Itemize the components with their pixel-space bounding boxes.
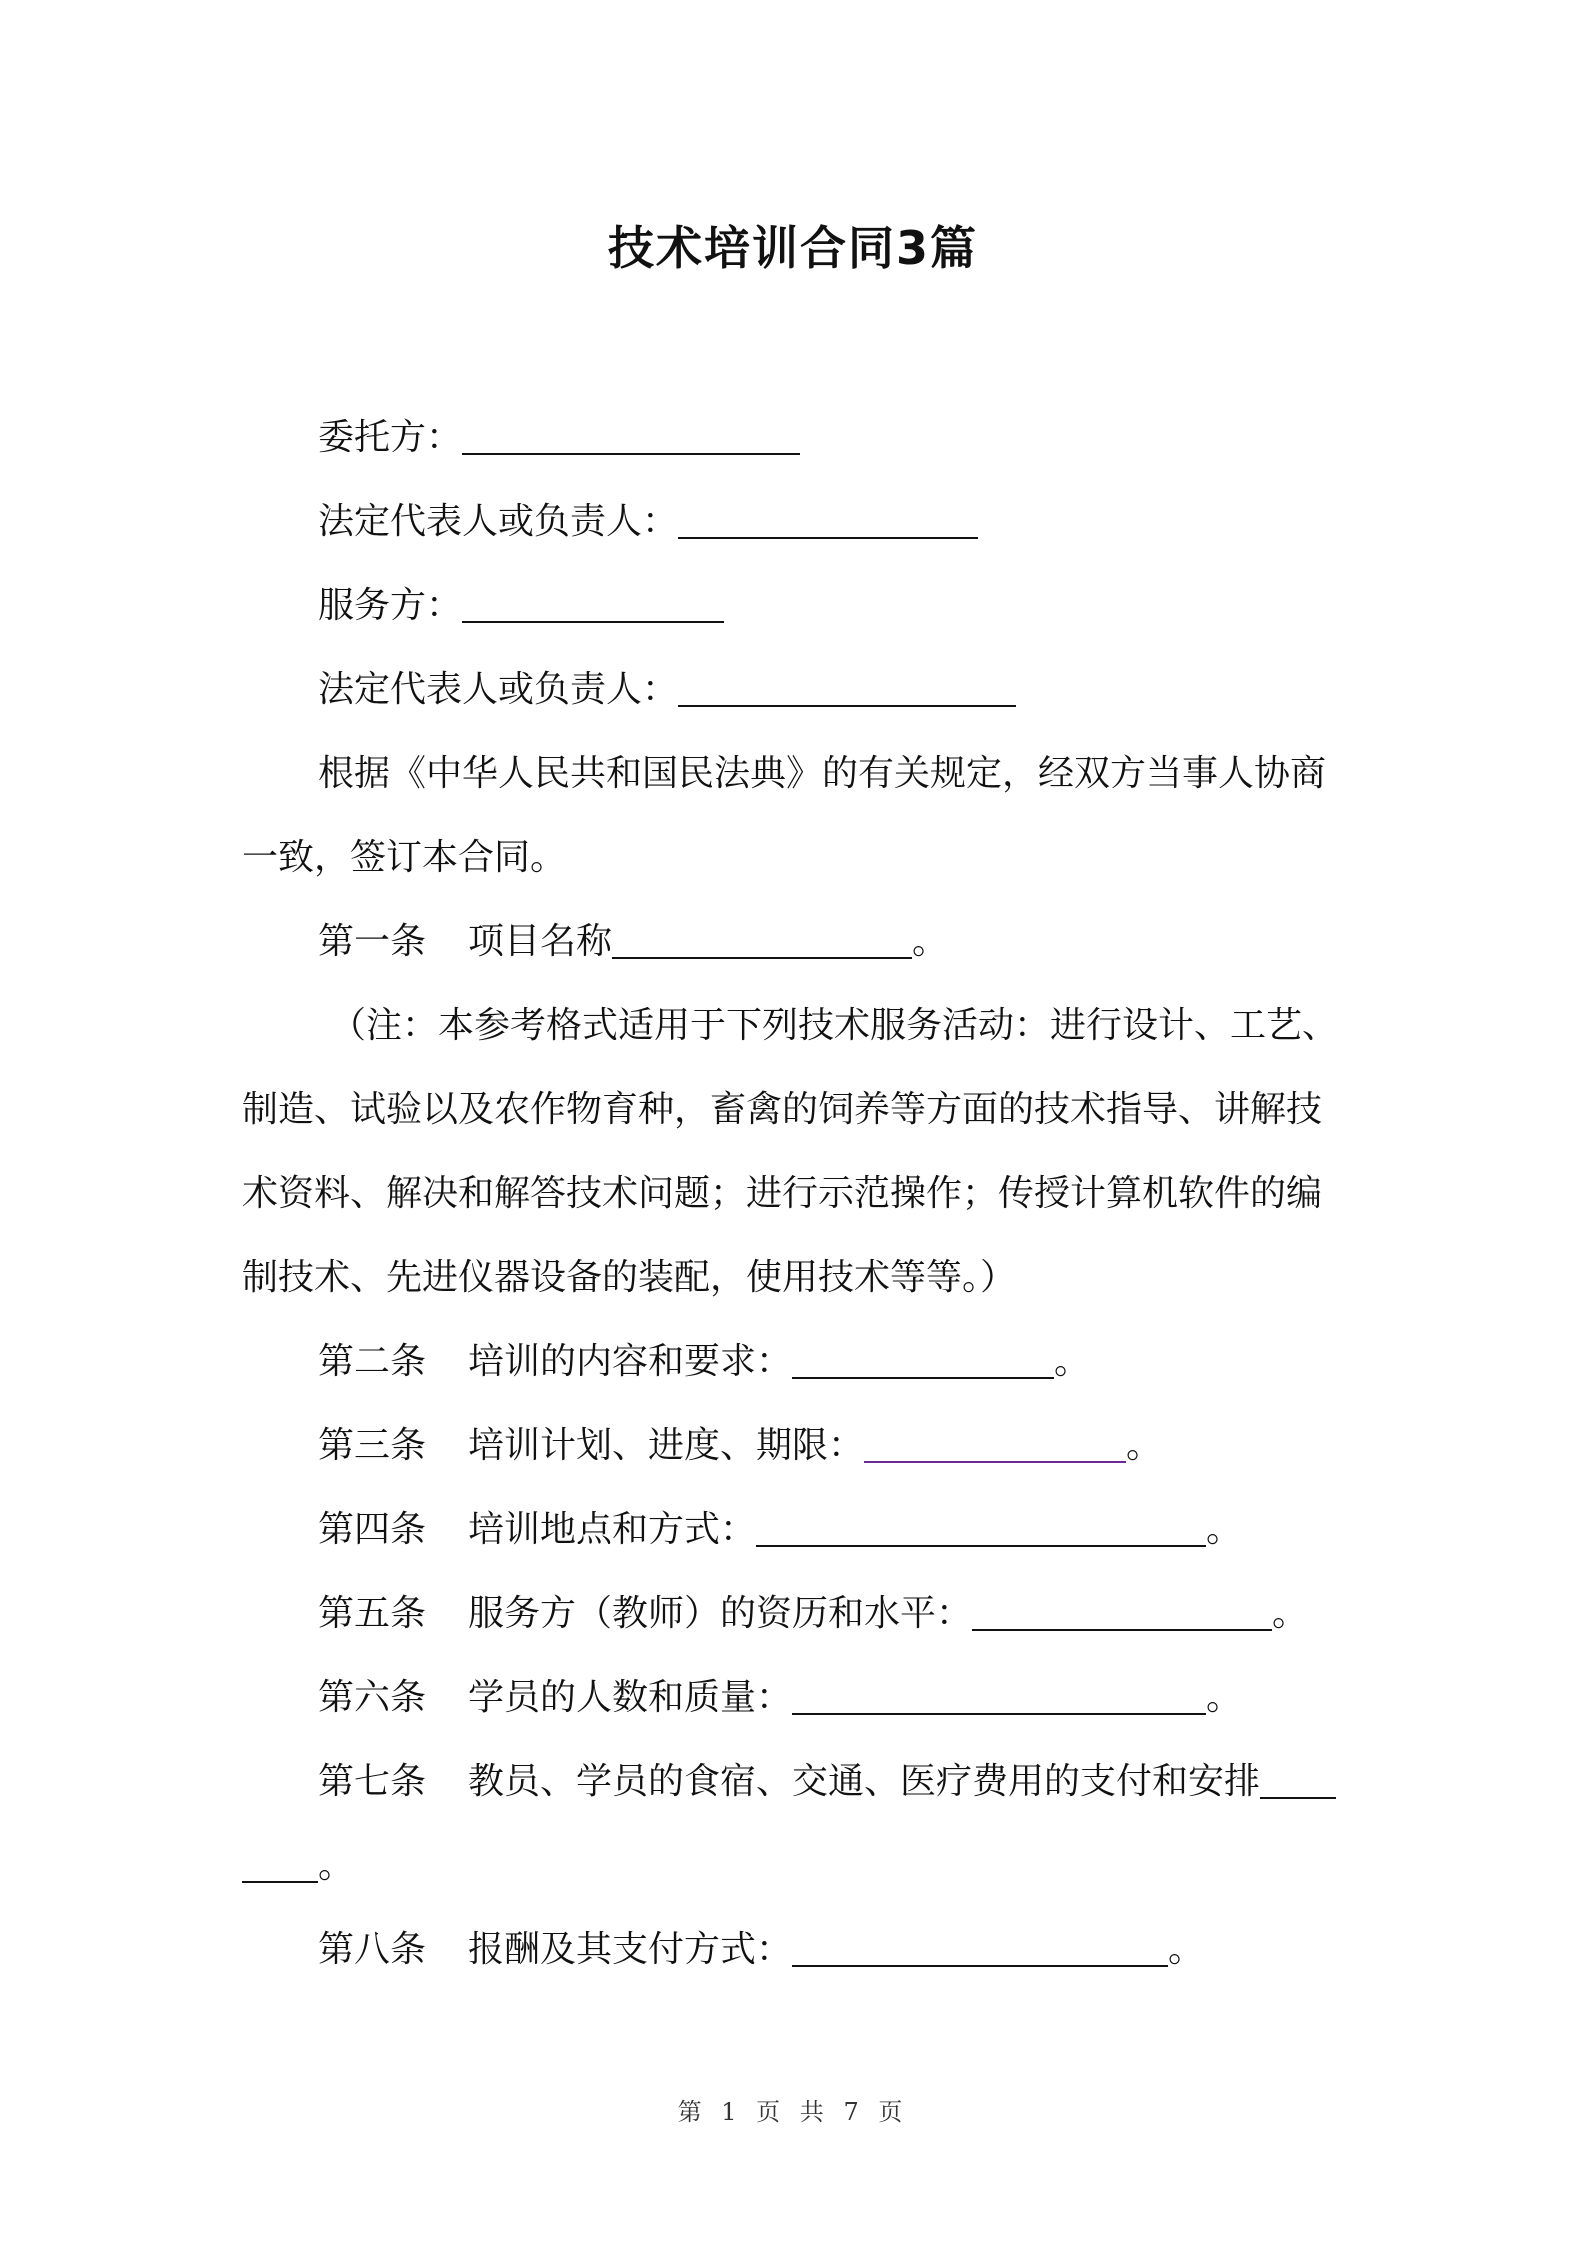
article-7-cont <box>242 1838 354 1894</box>
article-8 <box>318 1922 1204 1978</box>
note-line-2: 制造、试验以及农作物育种，畜禽的饲养等方面的技术指导、讲解技 <box>242 1089 1323 1130</box>
article-7-text: 教员、学员的食宿、交通、医疗费用的支付和安排 <box>468 1761 1261 1802</box>
article-8-end: 。 <box>1168 1929 1205 1970</box>
article-2-number: 第二条 <box>318 1341 427 1382</box>
article-7 <box>318 1754 1336 1810</box>
article-3-number: 第三条 <box>318 1425 427 1466</box>
provider-label: 服务方： <box>318 585 463 626</box>
article-6-blank <box>792 1673 1206 1715</box>
article-6-end: 。 <box>1206 1677 1243 1718</box>
client-label: 委托方： <box>318 417 463 458</box>
article-1 <box>318 914 948 970</box>
article-5-number: 第五条 <box>318 1593 427 1634</box>
article-6 <box>318 1670 1242 1726</box>
article-4-end: 。 <box>1206 1509 1243 1550</box>
note-line-1: （注：本参考格式适用于下列技术服务活动：进行设计、工艺、 <box>330 1005 1339 1046</box>
article-1-blank <box>612 917 912 959</box>
article-4-number: 第四条 <box>318 1509 427 1550</box>
legal-rep-field-1 <box>318 494 978 550</box>
article-8-blank <box>792 1925 1168 1967</box>
article-7-blank-2 <box>242 1841 318 1883</box>
page-footer: 第 1 页 共 7 页 <box>677 2098 909 2126</box>
article-8-text: 报酬及其支付方式： <box>468 1929 793 1970</box>
article-7-blank-1 <box>1260 1757 1336 1799</box>
article-1-end: 。 <box>912 921 949 962</box>
article-2-end: 。 <box>1054 1341 1091 1382</box>
article-8-number: 第八条 <box>318 1929 427 1970</box>
article-2-blank <box>792 1337 1054 1379</box>
legal-rep-blank-2 <box>678 665 1016 707</box>
legal-rep-field-2 <box>318 662 1016 718</box>
article-3-text: 培训计划、进度、期限： <box>468 1425 865 1466</box>
provider-blank <box>462 581 724 623</box>
article-5-end: 。 <box>1272 1593 1309 1634</box>
article-6-number: 第六条 <box>318 1677 427 1718</box>
article-4 <box>318 1502 1242 1558</box>
article-3-end: 。 <box>1126 1425 1163 1466</box>
article-5 <box>318 1586 1308 1642</box>
article-5-blank <box>972 1589 1272 1631</box>
legal-rep-label-1: 法定代表人或负责人： <box>318 501 679 542</box>
article-2-text: 培训的内容和要求： <box>468 1341 793 1382</box>
article-4-blank <box>756 1505 1206 1547</box>
article-3-blank <box>864 1421 1126 1463</box>
article-7-end: 。 <box>318 1845 355 1886</box>
article-1-text: 项目名称 <box>468 921 613 962</box>
article-6-text: 学员的人数和质量： <box>468 1677 793 1718</box>
client-blank <box>462 413 800 455</box>
article-7-number: 第七条 <box>318 1761 427 1802</box>
article-5-text: 服务方（教师）的资历和水平： <box>468 1593 973 1634</box>
legal-rep-label-2: 法定代表人或负责人： <box>318 669 679 710</box>
client-field <box>318 410 800 466</box>
document-title: 技术培训合同3篇 <box>607 221 978 275</box>
article-2 <box>318 1334 1090 1390</box>
provider-field <box>318 578 724 634</box>
article-3 <box>318 1418 1162 1474</box>
legal-rep-blank-1 <box>678 497 978 539</box>
intro-line-1: 根据《中华人民共和国民法典》的有关规定，经双方当事人协商 <box>318 753 1327 794</box>
article-1-number: 第一条 <box>318 921 427 962</box>
article-4-text: 培训地点和方式： <box>468 1509 757 1550</box>
note-line-3: 术资料、解决和解答技术问题；进行示范操作；传授计算机软件的编 <box>242 1173 1323 1214</box>
note-line-4: 制技术、先进仪器设备的装配，使用技术等等。） <box>242 1257 1017 1298</box>
intro-line-2: 一致，签订本合同。 <box>242 837 567 878</box>
